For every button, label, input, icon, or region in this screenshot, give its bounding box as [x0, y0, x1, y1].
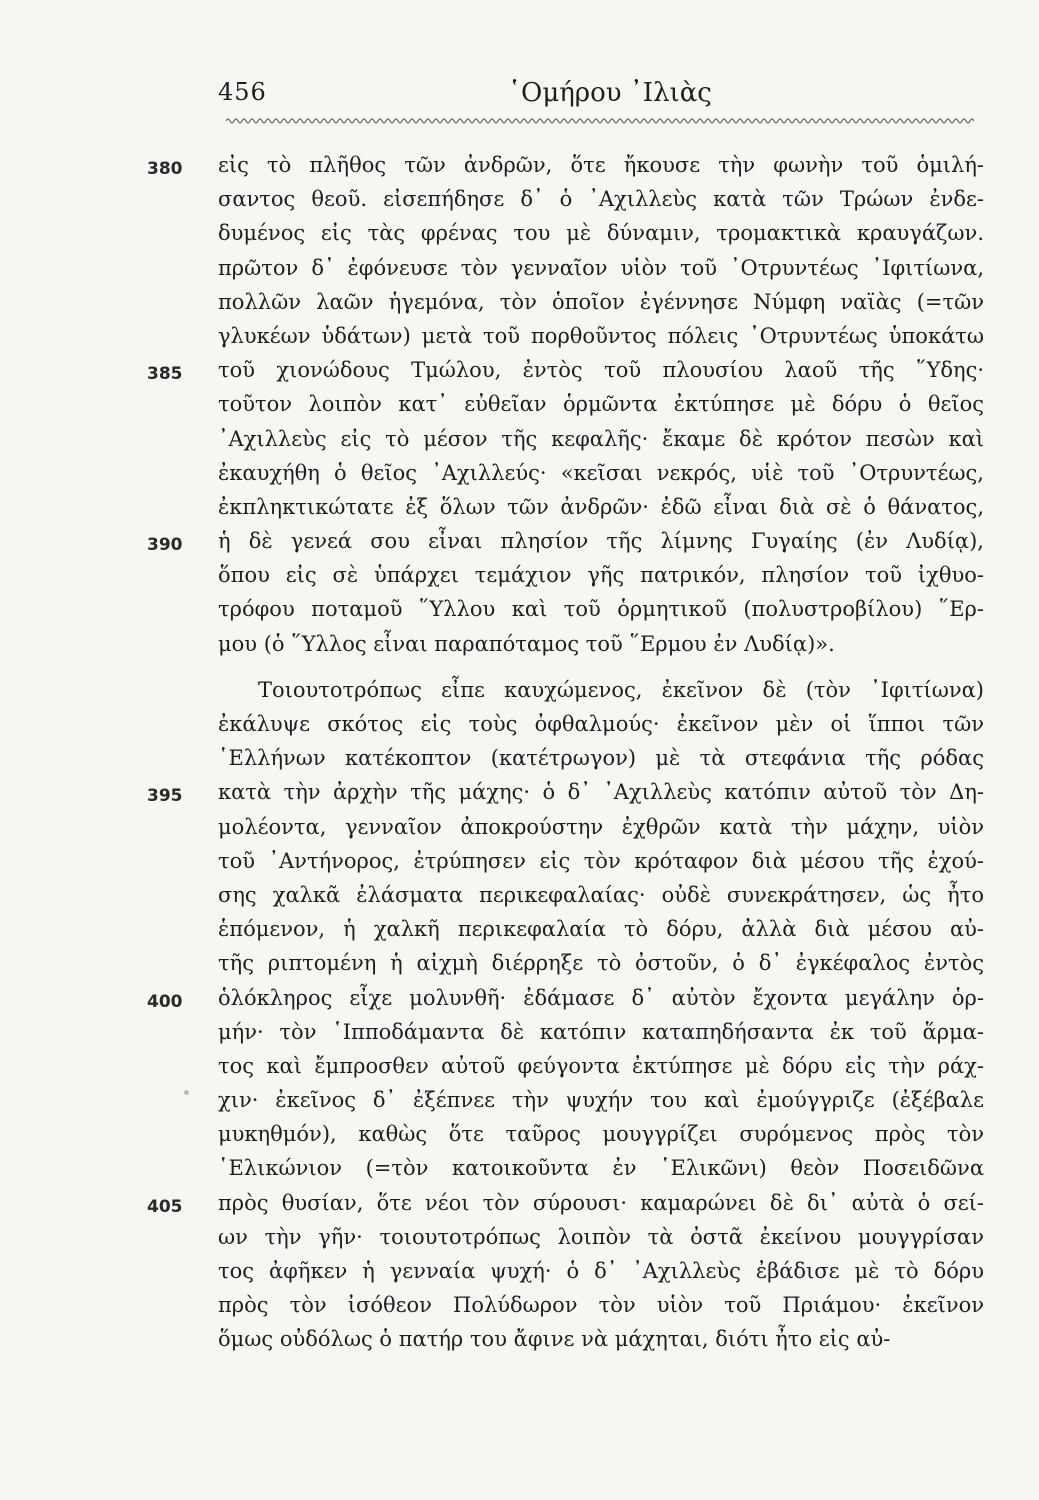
text-line: [0, 812, 1039, 846]
line-text: πρὸς τὸν ἰσόθεον Πολύδωρον τὸν υἱὸν τοῦ Πριάμου· ἐκεῖνον: [218, 1293, 984, 1318]
line-text: πρὸς θυσίαν, ὅτε νέοι τὸν σύρουσι· καμαρώνει δὲ δι᾿ αὐτὰ ὁ σεί-: [218, 1190, 984, 1215]
text-line: [0, 218, 1039, 252]
text-line: [0, 424, 1039, 458]
text-line: [0, 253, 1039, 287]
text-line: [0, 629, 1039, 663]
page-number: 456: [218, 78, 267, 106]
line-text: τοῦ ᾿Αντήνορος, ἐτρύπησεν εἰς τὸν κρόταφον διὰ μέσου τῆς ἐχού-: [218, 848, 984, 873]
line-text: πρῶτον δ᾿ ἐφόνευσε τὸν γενναῖον υἱὸν τοῦ ᾿Οτρυντέως ᾿Ιφιτίωνα,: [218, 255, 984, 280]
verse-number: 390: [147, 535, 183, 556]
line-text: ῾Ελλήνων κατέκοπτον (κατέτρωγον) μὲ τὰ στεφάνια τῆς ρόδας: [218, 746, 984, 771]
text-line: [0, 1222, 1039, 1256]
text-line: [0, 458, 1039, 492]
line-text: δυμένος εἰς τὰς φρένας του μὲ δύναμιν, τρομακτικὰ κραυγάζων.: [218, 221, 984, 246]
verse-number: 380: [147, 159, 183, 179]
line-text: γλυκέων ὑδάτων) μετὰ τοῦ πορθοῦντος πόλεις ᾿Οτρυντέως ὑποκάτω: [218, 323, 984, 348]
line-text: ὅπου εἰς σὲ ὑπάρχει τεμάχιον γῆς πατρικόν, πλησίον τοῦ ἰχθυο-: [218, 563, 984, 588]
text-line: [0, 709, 1039, 743]
line-text: σαντος θεοῦ. εἰσεπήδησε δ᾿ ὁ ᾿Αχιλλεὺς κατὰ τῶν Τρώων ἐνδε-: [218, 187, 984, 212]
text-line: [0, 594, 1039, 628]
text-line: [0, 389, 1039, 423]
text-line: [0, 1256, 1039, 1290]
line-text: ἑπόμενον, ἡ χαλκῆ περικεφαλαία τὸ δόρυ, ἀλλὰ διὰ μέσου αὐ-: [218, 917, 984, 942]
line-text: τῆς ριπτομένη ἡ αἰχμὴ διέρρηξε τὸ ὀστοῦν, ὁ δ᾿ ἐγκέφαλος ἐντὸς: [218, 951, 984, 976]
text-line: [0, 321, 1039, 355]
line-text: ἡ δὲ γενεά σου εἶναι πλησίον τῆς λίμνης Γυγαίης (ἐν Λυδίᾳ),: [218, 529, 984, 554]
line-text: ᾿Αχιλλεὺς εἰς τὸ μέσον τῆς κεφαλῆς· ἔκαμε δὲ κρότον πεσὼν καὶ: [218, 426, 984, 451]
text-line: [0, 150, 1039, 184]
text-line: [0, 560, 1039, 594]
text-line: [0, 1017, 1039, 1051]
text-line: [0, 355, 1039, 389]
line-text: ἐκπληκτικώτατε ἐξ ὅλων τῶν ἀνδρῶν· ἐδῶ εἶναι διὰ σὲ ὁ θάνατος,: [218, 494, 984, 519]
text-line: [0, 880, 1039, 914]
line-text: σης χαλκᾶ ἐλάσματα περικεφαλαίας· οὐδὲ συνεκράτησεν, ὡς ἦτο: [218, 882, 984, 907]
line-text: ων τὴν γῆν· τοιουτοτρόπως λοιπὸν τὰ ὀστᾶ ἐκείνου μουγγρίσαν: [218, 1224, 984, 1249]
verse-number: 385: [147, 364, 183, 385]
line-text: ῾Ελικώνιον (=τὸν κατοικοῦντα ἐν ῾Ελικῶνι) θεὸν Ποσειδῶνα: [218, 1156, 984, 1181]
text-line: [0, 1153, 1039, 1187]
body-text: [0, 150, 1039, 1359]
text-line: [0, 983, 1039, 1017]
paragraph-gap: [0, 663, 1039, 675]
text-line: [0, 777, 1039, 811]
line-text: μου (ὁ ῞Υλλος εἶναι παραπόταμος τοῦ ῞Ερμου ἐν Λυδίᾳ)».: [218, 631, 835, 656]
text-line: [0, 1290, 1039, 1324]
line-text: ὅμως οὐδόλως ὁ πατήρ του ἄφινε νὰ μάχηται, διότι ἦτο εἰς αὐ-: [218, 1327, 891, 1352]
text-line: [0, 184, 1039, 218]
line-text: τοῦ χιονώδους Τμώλου, ἐντὸς τοῦ πλουσίου λαοῦ τῆς ῞Υδης·: [218, 358, 984, 383]
verse-number: 405: [147, 1196, 183, 1217]
text-line: [0, 1051, 1039, 1085]
line-text: ὁλόκληρος εἶχε μολυνθῆ· ἐδάμασε δ᾿ αὐτὸν ἔχοντα μεγάλην ὁρ-: [218, 985, 984, 1010]
text-line: [0, 1085, 1039, 1119]
text-line: [0, 1324, 1039, 1358]
verse-number: 395: [147, 786, 183, 807]
wavy-rule-divider: [226, 116, 974, 126]
text-line: [0, 492, 1039, 526]
text-line: [0, 948, 1039, 982]
line-text: τοῦτον λοιπὸν κατ᾿ εὐθεῖαν ὁρμῶντα ἐκτύπησε μὲ δόρυ ὁ θεῖος: [218, 392, 984, 417]
line-text: ἐκαυχήθη ὁ θεῖος ᾿Αχιλλεύς· «κεῖσαι νεκρός, υἱὲ τοῦ ᾿Οτρυντέως,: [218, 460, 984, 485]
text-line: [0, 675, 1039, 709]
text-line: [0, 1188, 1039, 1222]
line-text: κατὰ τὴν ἀρχὴν τῆς μάχης· ὁ δ᾿ ᾿Αχιλλεὺς κατόπιν αὐτοῦ τὸν Δη-: [218, 780, 984, 805]
text-line: [0, 914, 1039, 948]
text-line: [0, 287, 1039, 321]
text-line: [0, 526, 1039, 560]
line-text: τρόφου ποταμοῦ ῞Υλλου καὶ τοῦ ὁρμητικοῦ (πολυστροβίλου) ῞Ερ-: [218, 597, 984, 622]
page-header: [0, 78, 1039, 118]
verse-number: 400: [147, 991, 183, 1012]
text-line: [0, 1119, 1039, 1153]
line-text: τος καὶ ἔμπροσθεν αὐτοῦ φεύγοντα ἐκτύπησε μὲ δόρυ εἰς τὴν ράχ-: [218, 1053, 984, 1078]
line-text: εἰς τὸ πλῆθος τῶν ἀνδρῶν, ὅτε ἤκουσε τὴν φωνὴν τοῦ ὁμιλή-: [218, 153, 984, 177]
line-text: μυκηθμόν), καθὼς ὅτε ταῦρος μουγγρίζει συρόμενος πρὸς τὸν: [218, 1122, 984, 1147]
line-text: μολέοντα, γενναῖον ἀποκρούστην ἐχθρῶν κατὰ τὴν μάχην, υἱὸν: [218, 814, 984, 839]
line-text: τος ἀφῆκεν ἡ γενναία ψυχή· ὁ δ᾿ ᾿Αχιλλεὺς ἐβάδισε μὲ τὸ δόρυ: [218, 1259, 984, 1283]
margin-dot: [184, 1090, 189, 1095]
line-text: Τοιουτοτρόπως εἶπε καυχώμενος, ἐκεῖνον δὲ (τὸν ᾿Ιφιτίωνα): [258, 677, 984, 702]
line-text: χιν· ἐκεῖνος δ᾿ ἐξέπνεε τὴν ψυχήν του καὶ ἐμούγγριζε (ἐξέβαλε: [218, 1088, 984, 1113]
line-text: πολλῶν λαῶν ἡγεμόνα, τὸν ὁποῖον ἐγέννησε Νύμφη ναϊὰς (=τῶν: [218, 289, 984, 314]
text-line: [0, 846, 1039, 880]
line-text: ἐκάλυψε σκότος εἰς τοὺς ὀφθαλμούς· ἐκεῖνον μὲν οἱ ἵπποι τῶν: [218, 712, 984, 736]
running-title: ῾Ομήρου ᾿Ιλιὰς: [508, 78, 712, 108]
text-line: [0, 743, 1039, 777]
line-text: μήν· τὸν ῾Ιπποδάμαντα δὲ κατόπιν καταπηδήσαντα ἐκ τοῦ ἅρμα-: [218, 1019, 984, 1044]
